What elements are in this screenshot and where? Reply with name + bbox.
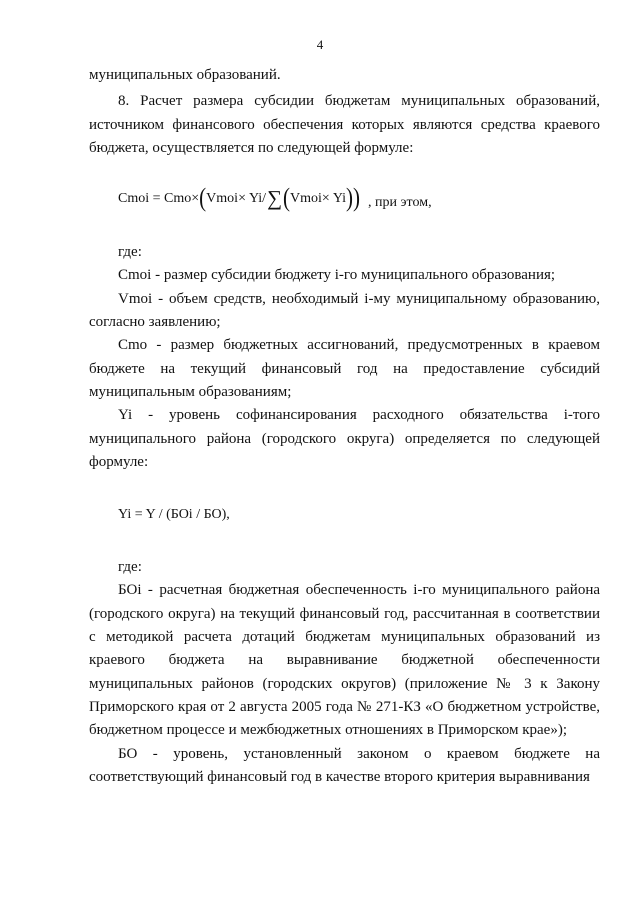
formula-term-yi-slash: × Yi/ xyxy=(238,191,267,207)
clause-8-text: 8. Расчет размера субсидии бюджетам муниципальных образований, источником финансового обеспечения которых являются средства краевого бюджета, осуществляется по следующей формуле: xyxy=(89,93,600,156)
subsidy-formula-expression xyxy=(118,182,361,213)
formula-term-cmo: Cmo xyxy=(164,191,192,207)
definition-yi: Yi - уровень софинансирования расходного обязательства i-того муниципального района (городского округа) определяется по следующей формуле: xyxy=(89,407,600,470)
formula-inner-open-paren: ( xyxy=(283,182,291,213)
definition-vmoi: Vmoi - объем средств, необходимый i-му муниципальному образованию, согласно заявлению; xyxy=(89,290,600,331)
where-label-2: где: xyxy=(118,559,142,576)
definition-boi: БОi - расчетная бюджетная обеспеченность i-го муниципального района (городского округа) на текущий финансовый год, рассчитанная в соответствии с методикой расчета дотаций бюджетам муниципальных образований из краевого бюджета на выравнивание бюджетной обеспеченности муниципальных районов (городских округов) (приложение № 3 к Закону Приморского края от 2 августа 2005 года № 271-КЗ «О бюджетном устройстве, бюджетном процессе и межбюджетных отношениях в Приморском крае»); xyxy=(89,582,600,739)
continuation-text: муниципальных образований. xyxy=(89,67,281,83)
definition-bo: БО - уровень, установленный законом о краевом бюджете на соответствующий финансовый год в качестве второго критерия выравнивания xyxy=(89,745,600,785)
document-body xyxy=(89,64,600,789)
formula-inner-close-paren: ) xyxy=(346,182,354,213)
page-number: 4 xyxy=(316,37,324,52)
formula-close-paren: ) xyxy=(353,182,361,213)
formula-equals: = xyxy=(149,191,165,207)
sum-symbol: ∑ xyxy=(267,186,283,211)
cofinancing-formula: Yi = Y / (БОi / БО), xyxy=(118,507,230,523)
formula-term-vmoi: Vmoi xyxy=(206,191,239,207)
subsidy-formula xyxy=(89,182,600,213)
formula-times: × xyxy=(191,191,200,207)
definition-cmoi: Cmoi - размер субсидии бюджету i-го муниципального образования; xyxy=(118,267,556,284)
where-label: где: xyxy=(118,244,142,261)
formula-inner-term: Vmoi× Yi xyxy=(290,191,347,207)
formula-tail-text: , при этом, xyxy=(368,195,432,211)
definition-cmo: Cmo - размер бюджетных ассигнований, предусмотренных в краевом бюджете на текущий финансовый год на предоставление субсидий муниципальным образованиям; xyxy=(89,337,600,400)
formula-open-paren: ( xyxy=(199,182,207,213)
formula-term-cmoi: Cmoi xyxy=(118,191,150,207)
